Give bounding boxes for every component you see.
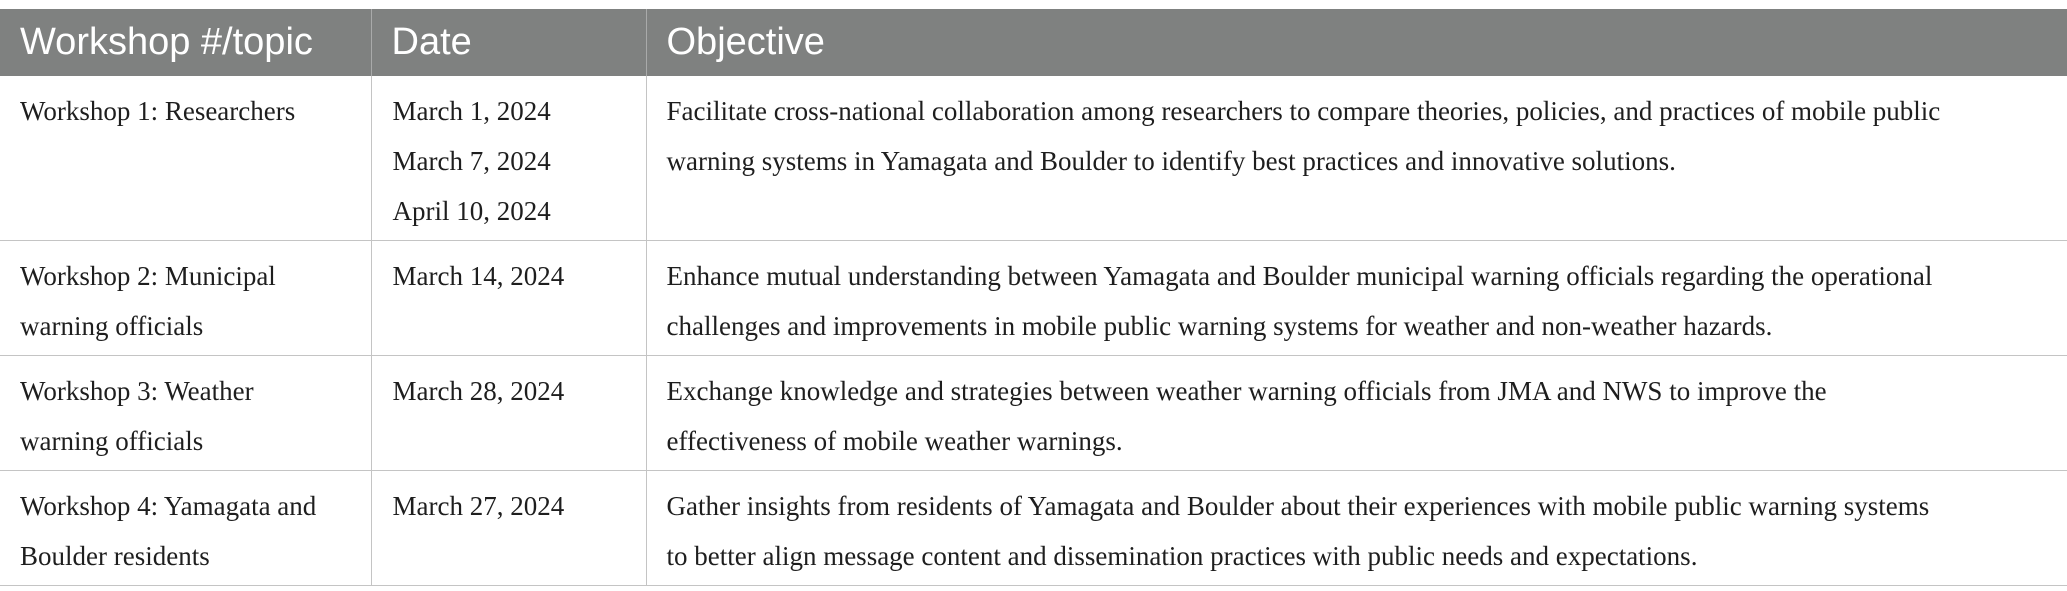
cell-date — [371, 471, 646, 586]
topic-line: Workshop 4: Yamagata and — [20, 491, 317, 521]
topic-line: warning officials — [20, 426, 204, 456]
header-objective: Objective — [646, 9, 2067, 76]
cell-topic — [0, 241, 371, 356]
table-body — [0, 76, 2067, 586]
objective-line: Facilitate cross-national collaboration among researchers to compare theories, policies, and practices of mobile public — [666, 96, 1941, 126]
date-line: March 7, 2024 — [392, 146, 551, 176]
table-row — [0, 471, 2067, 586]
date-line: April 10, 2024 — [392, 196, 551, 226]
objective-line: warning systems in Yamagata and Boulder to identify best practices and innovative solutions. — [666, 146, 1676, 176]
objective-line: Gather insights from residents of Yamagata and Boulder about their experiences with mobile public warning systems — [666, 491, 1930, 521]
workshop-table-container — [0, 9, 2067, 586]
table-row — [0, 356, 2067, 471]
date-line: March 14, 2024 — [392, 261, 565, 291]
cell-topic — [0, 471, 371, 586]
objective-line: Exchange knowledge and strategies between weather warning officials from JMA and NWS to improve the — [666, 376, 1827, 406]
date-line: March 27, 2024 — [392, 491, 565, 521]
cell-objective — [646, 356, 2067, 471]
table-row — [0, 76, 2067, 241]
workshop-table — [0, 9, 2067, 586]
cell-date — [371, 241, 646, 356]
table-row — [0, 241, 2067, 356]
topic-line: Boulder residents — [20, 541, 210, 571]
topic-line: warning officials — [20, 311, 204, 341]
objective-line: effectiveness of mobile weather warnings. — [666, 426, 1123, 456]
cell-objective — [646, 471, 2067, 586]
objective-line: to better align message content and dissemination practices with public needs and expectations. — [666, 541, 1698, 571]
topic-line: Workshop 2: Municipal — [20, 261, 276, 291]
table-header — [0, 9, 2067, 76]
header-workshop-topic: Workshop #/topic — [0, 9, 371, 76]
topic-line: Workshop 3: Weather — [20, 376, 254, 406]
date-line: March 1, 2024 — [392, 96, 551, 126]
cell-topic — [0, 356, 371, 471]
cell-objective — [646, 76, 2067, 241]
cell-date — [371, 76, 646, 241]
cell-date — [371, 356, 646, 471]
header-row — [0, 9, 2067, 76]
objective-line: Enhance mutual understanding between Yamagata and Boulder municipal warning officials regarding the operational — [666, 261, 1933, 291]
cell-objective — [646, 241, 2067, 356]
date-line: March 28, 2024 — [392, 376, 565, 406]
cell-topic — [0, 76, 371, 241]
header-date: Date — [371, 9, 646, 76]
topic-line: Workshop 1: Researchers — [20, 96, 296, 126]
objective-line: challenges and improvements in mobile public warning systems for weather and non-weather hazards. — [666, 311, 1773, 341]
